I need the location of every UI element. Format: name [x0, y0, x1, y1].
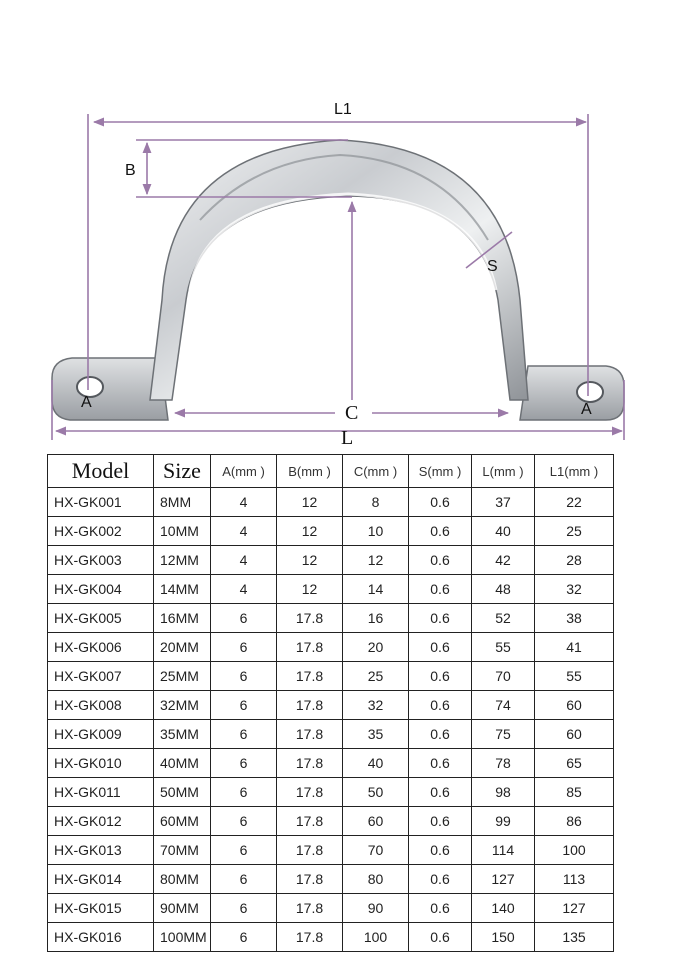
cell-s: 0.6 [409, 604, 472, 633]
cell-l: 48 [472, 575, 535, 604]
col-header-l: L(mm ) [472, 455, 535, 488]
cell-size: 90MM [154, 894, 211, 923]
cell-b: 17.8 [277, 778, 343, 807]
cell-c: 16 [343, 604, 409, 633]
cell-l: 75 [472, 720, 535, 749]
table-row [48, 517, 614, 546]
cell-a: 4 [211, 575, 277, 604]
cell-l: 52 [472, 604, 535, 633]
dimension-label-l1: L1 [334, 101, 352, 118]
pipe-clamp-shape [52, 140, 624, 420]
cell-c: 32 [343, 691, 409, 720]
dimension-label-a-right: A [581, 401, 592, 418]
cell-size: 14MM [154, 575, 211, 604]
cell-size: 80MM [154, 865, 211, 894]
cell-c: 12 [343, 546, 409, 575]
table-row [48, 691, 614, 720]
table-row [48, 604, 614, 633]
cell-model: HX-GK014 [48, 865, 154, 894]
cell-c: 40 [343, 749, 409, 778]
cell-s: 0.6 [409, 546, 472, 575]
table-row [48, 633, 614, 662]
cell-l1: 127 [535, 894, 614, 923]
cell-model: HX-GK008 [48, 691, 154, 720]
cell-c: 60 [343, 807, 409, 836]
cell-s: 0.6 [409, 894, 472, 923]
table-row [48, 662, 614, 691]
cell-l: 55 [472, 633, 535, 662]
cell-c: 50 [343, 778, 409, 807]
cell-a: 6 [211, 807, 277, 836]
cell-b: 17.8 [277, 662, 343, 691]
cell-s: 0.6 [409, 517, 472, 546]
col-header-s: S(mm ) [409, 455, 472, 488]
cell-b: 17.8 [277, 633, 343, 662]
cell-size: 25MM [154, 662, 211, 691]
cell-model: HX-GK003 [48, 546, 154, 575]
cell-l: 99 [472, 807, 535, 836]
cell-l1: 55 [535, 662, 614, 691]
cell-a: 6 [211, 720, 277, 749]
cell-c: 14 [343, 575, 409, 604]
cell-l: 114 [472, 836, 535, 865]
cell-b: 17.8 [277, 894, 343, 923]
cell-model: HX-GK006 [48, 633, 154, 662]
table-row [48, 546, 614, 575]
cell-c: 100 [343, 923, 409, 952]
cell-size: 8MM [154, 488, 211, 517]
cell-l: 78 [472, 749, 535, 778]
dimension-label-a-left: A [81, 394, 92, 411]
cell-l: 140 [472, 894, 535, 923]
table-body [48, 488, 614, 952]
cell-c: 20 [343, 633, 409, 662]
cell-a: 6 [211, 604, 277, 633]
cell-a: 6 [211, 894, 277, 923]
cell-c: 8 [343, 488, 409, 517]
cell-a: 4 [211, 517, 277, 546]
cell-s: 0.6 [409, 923, 472, 952]
cell-a: 6 [211, 633, 277, 662]
cell-l1: 25 [535, 517, 614, 546]
spec-table-container [47, 454, 613, 952]
cell-model: HX-GK002 [48, 517, 154, 546]
dimension-label-b: B [125, 162, 136, 179]
table-row [48, 488, 614, 517]
col-header-a: A(mm ) [211, 455, 277, 488]
dimension-label-c: C [345, 402, 359, 424]
cell-a: 6 [211, 836, 277, 865]
cell-l: 127 [472, 865, 535, 894]
cell-a: 4 [211, 546, 277, 575]
cell-c: 90 [343, 894, 409, 923]
cell-l1: 22 [535, 488, 614, 517]
cell-s: 0.6 [409, 836, 472, 865]
cell-s: 0.6 [409, 749, 472, 778]
table-row [48, 778, 614, 807]
cell-l1: 28 [535, 546, 614, 575]
cell-model: HX-GK013 [48, 836, 154, 865]
cell-b: 12 [277, 517, 343, 546]
cell-s: 0.6 [409, 720, 472, 749]
cell-l1: 135 [535, 923, 614, 952]
cell-l1: 85 [535, 778, 614, 807]
col-header-size: Size [154, 455, 211, 488]
table-row [48, 575, 614, 604]
cell-c: 10 [343, 517, 409, 546]
cell-b: 17.8 [277, 807, 343, 836]
col-header-b: B(mm ) [277, 455, 343, 488]
cell-c: 35 [343, 720, 409, 749]
cell-a: 6 [211, 923, 277, 952]
cell-b: 12 [277, 488, 343, 517]
cell-l1: 86 [535, 807, 614, 836]
cell-size: 10MM [154, 517, 211, 546]
cell-s: 0.6 [409, 575, 472, 604]
cell-a: 6 [211, 662, 277, 691]
cell-a: 6 [211, 749, 277, 778]
cell-c: 25 [343, 662, 409, 691]
cell-b: 12 [277, 575, 343, 604]
cell-s: 0.6 [409, 865, 472, 894]
cell-b: 17.8 [277, 836, 343, 865]
cell-l: 42 [472, 546, 535, 575]
cell-size: 16MM [154, 604, 211, 633]
cell-model: HX-GK015 [48, 894, 154, 923]
cell-s: 0.6 [409, 662, 472, 691]
table-row [48, 923, 614, 952]
cell-b: 17.8 [277, 720, 343, 749]
col-header-l1: L1(mm ) [535, 455, 614, 488]
cell-l: 40 [472, 517, 535, 546]
cell-s: 0.6 [409, 778, 472, 807]
cell-b: 17.8 [277, 691, 343, 720]
cell-l: 150 [472, 923, 535, 952]
cell-model: HX-GK012 [48, 807, 154, 836]
col-header-c: C(mm ) [343, 455, 409, 488]
cell-model: HX-GK010 [48, 749, 154, 778]
cell-l1: 65 [535, 749, 614, 778]
cell-s: 0.6 [409, 633, 472, 662]
cell-l: 74 [472, 691, 535, 720]
cell-l1: 113 [535, 865, 614, 894]
pipe-clamp-diagram [0, 0, 673, 452]
table-row [48, 894, 614, 923]
cell-size: 50MM [154, 778, 211, 807]
dimension-label-s: S [487, 258, 498, 275]
cell-size: 32MM [154, 691, 211, 720]
cell-size: 40MM [154, 749, 211, 778]
cell-size: 35MM [154, 720, 211, 749]
cell-l1: 60 [535, 691, 614, 720]
cell-model: HX-GK001 [48, 488, 154, 517]
cell-model: HX-GK004 [48, 575, 154, 604]
cell-size: 12MM [154, 546, 211, 575]
cell-l1: 32 [535, 575, 614, 604]
cell-l: 98 [472, 778, 535, 807]
cell-s: 0.6 [409, 807, 472, 836]
pipe-clamp-drawing [0, 0, 673, 452]
cell-b: 17.8 [277, 865, 343, 894]
cell-c: 70 [343, 836, 409, 865]
cell-a: 4 [211, 488, 277, 517]
cell-l1: 41 [535, 633, 614, 662]
cell-size: 100MM [154, 923, 211, 952]
cell-l1: 100 [535, 836, 614, 865]
cell-model: HX-GK016 [48, 923, 154, 952]
cell-s: 0.6 [409, 691, 472, 720]
cell-a: 6 [211, 778, 277, 807]
cell-c: 80 [343, 865, 409, 894]
cell-model: HX-GK007 [48, 662, 154, 691]
cell-size: 70MM [154, 836, 211, 865]
cell-l1: 60 [535, 720, 614, 749]
col-header-model: Model [48, 455, 154, 488]
cell-b: 12 [277, 546, 343, 575]
table-row [48, 807, 614, 836]
table-row [48, 865, 614, 894]
dimension-label-l: L [341, 427, 354, 449]
cell-l: 70 [472, 662, 535, 691]
cell-b: 17.8 [277, 923, 343, 952]
cell-model: HX-GK009 [48, 720, 154, 749]
cell-b: 17.8 [277, 604, 343, 633]
cell-a: 6 [211, 865, 277, 894]
cell-s: 0.6 [409, 488, 472, 517]
table-header-row [48, 455, 614, 488]
table-row [48, 836, 614, 865]
cell-size: 60MM [154, 807, 211, 836]
table-row [48, 720, 614, 749]
cell-b: 17.8 [277, 749, 343, 778]
spec-table [47, 454, 614, 952]
cell-size: 20MM [154, 633, 211, 662]
cell-l: 37 [472, 488, 535, 517]
cell-model: HX-GK011 [48, 778, 154, 807]
cell-a: 6 [211, 691, 277, 720]
cell-model: HX-GK005 [48, 604, 154, 633]
table-row [48, 749, 614, 778]
cell-l1: 38 [535, 604, 614, 633]
